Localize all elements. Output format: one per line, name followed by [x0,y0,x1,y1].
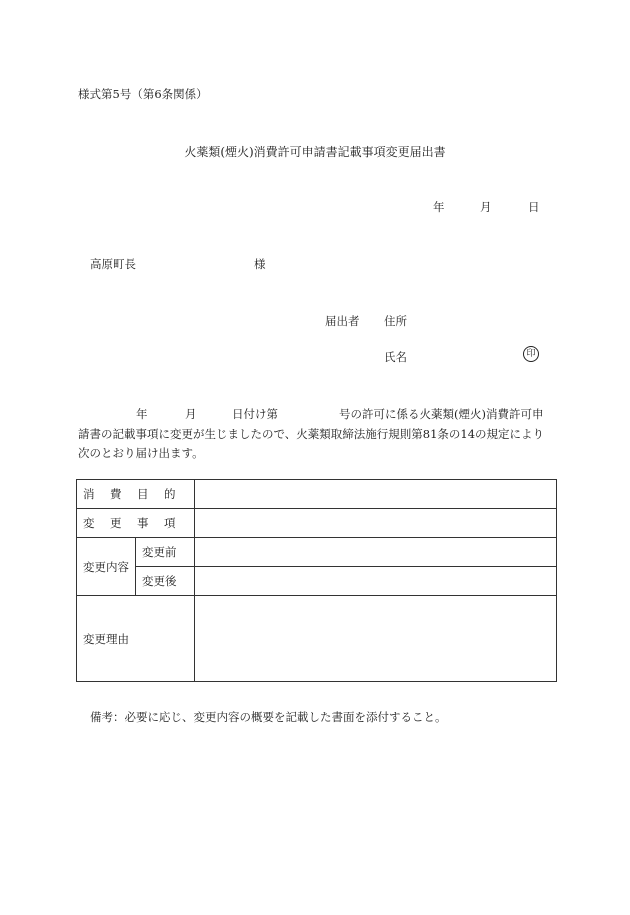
body-permit-text: 号の許可に係る火薬類(煙火)消費許可申 [339,407,544,421]
body-month-label: 月 [185,407,197,421]
reason-label: 変更理由 [77,596,195,682]
table-row-item [77,509,557,538]
note-text: 備考：必要に応じ、変更内容の概要を記載した書面を添付すること。 [90,710,447,724]
table-row-before [77,538,557,567]
date-month-label: 月 [480,200,492,214]
before-label: 変更前 [136,538,195,567]
change-form-table [76,479,557,682]
content-label: 変更内容 [77,538,136,596]
body-date-ref: 日付け第 [232,407,278,421]
table-row-reason [77,596,557,682]
applicant-label: 届出者 [325,314,360,328]
recipient-honorific: 様 [254,257,266,271]
body-year-label: 年 [136,407,148,421]
body-line-1 [78,406,558,422]
before-value-cell[interactable] [195,538,557,567]
date-year-label: 年 [433,200,445,214]
address-label: 住所 [384,314,407,328]
document-title: 火薬類(煙火)消費許可申請書記載事項変更届出書 [184,145,446,159]
reason-value-cell[interactable] [195,596,557,682]
recipient-name: 高原町長 [90,257,136,271]
body-line-2: 請書の記載事項に変更が生じましたので、火薬類取締法施行規則第81条の14の規定により [78,427,545,441]
purpose-value-cell[interactable] [195,480,557,509]
table-row-purpose [77,480,557,509]
after-value-cell[interactable] [195,567,557,596]
table-row-after [77,567,557,596]
purpose-label: 消 費 目 的 [77,480,195,509]
date-day-label: 日 [528,200,540,214]
name-label: 氏名 [384,350,407,364]
seal-icon: 印 [523,346,539,362]
body-line-3: 次のとおり届け出ます。 [78,446,204,460]
item-label: 変 更 事 項 [77,509,195,538]
form-number: 様式第5号（第6条関係） [78,87,208,101]
item-value-cell[interactable] [195,509,557,538]
after-label: 変更後 [136,567,195,596]
